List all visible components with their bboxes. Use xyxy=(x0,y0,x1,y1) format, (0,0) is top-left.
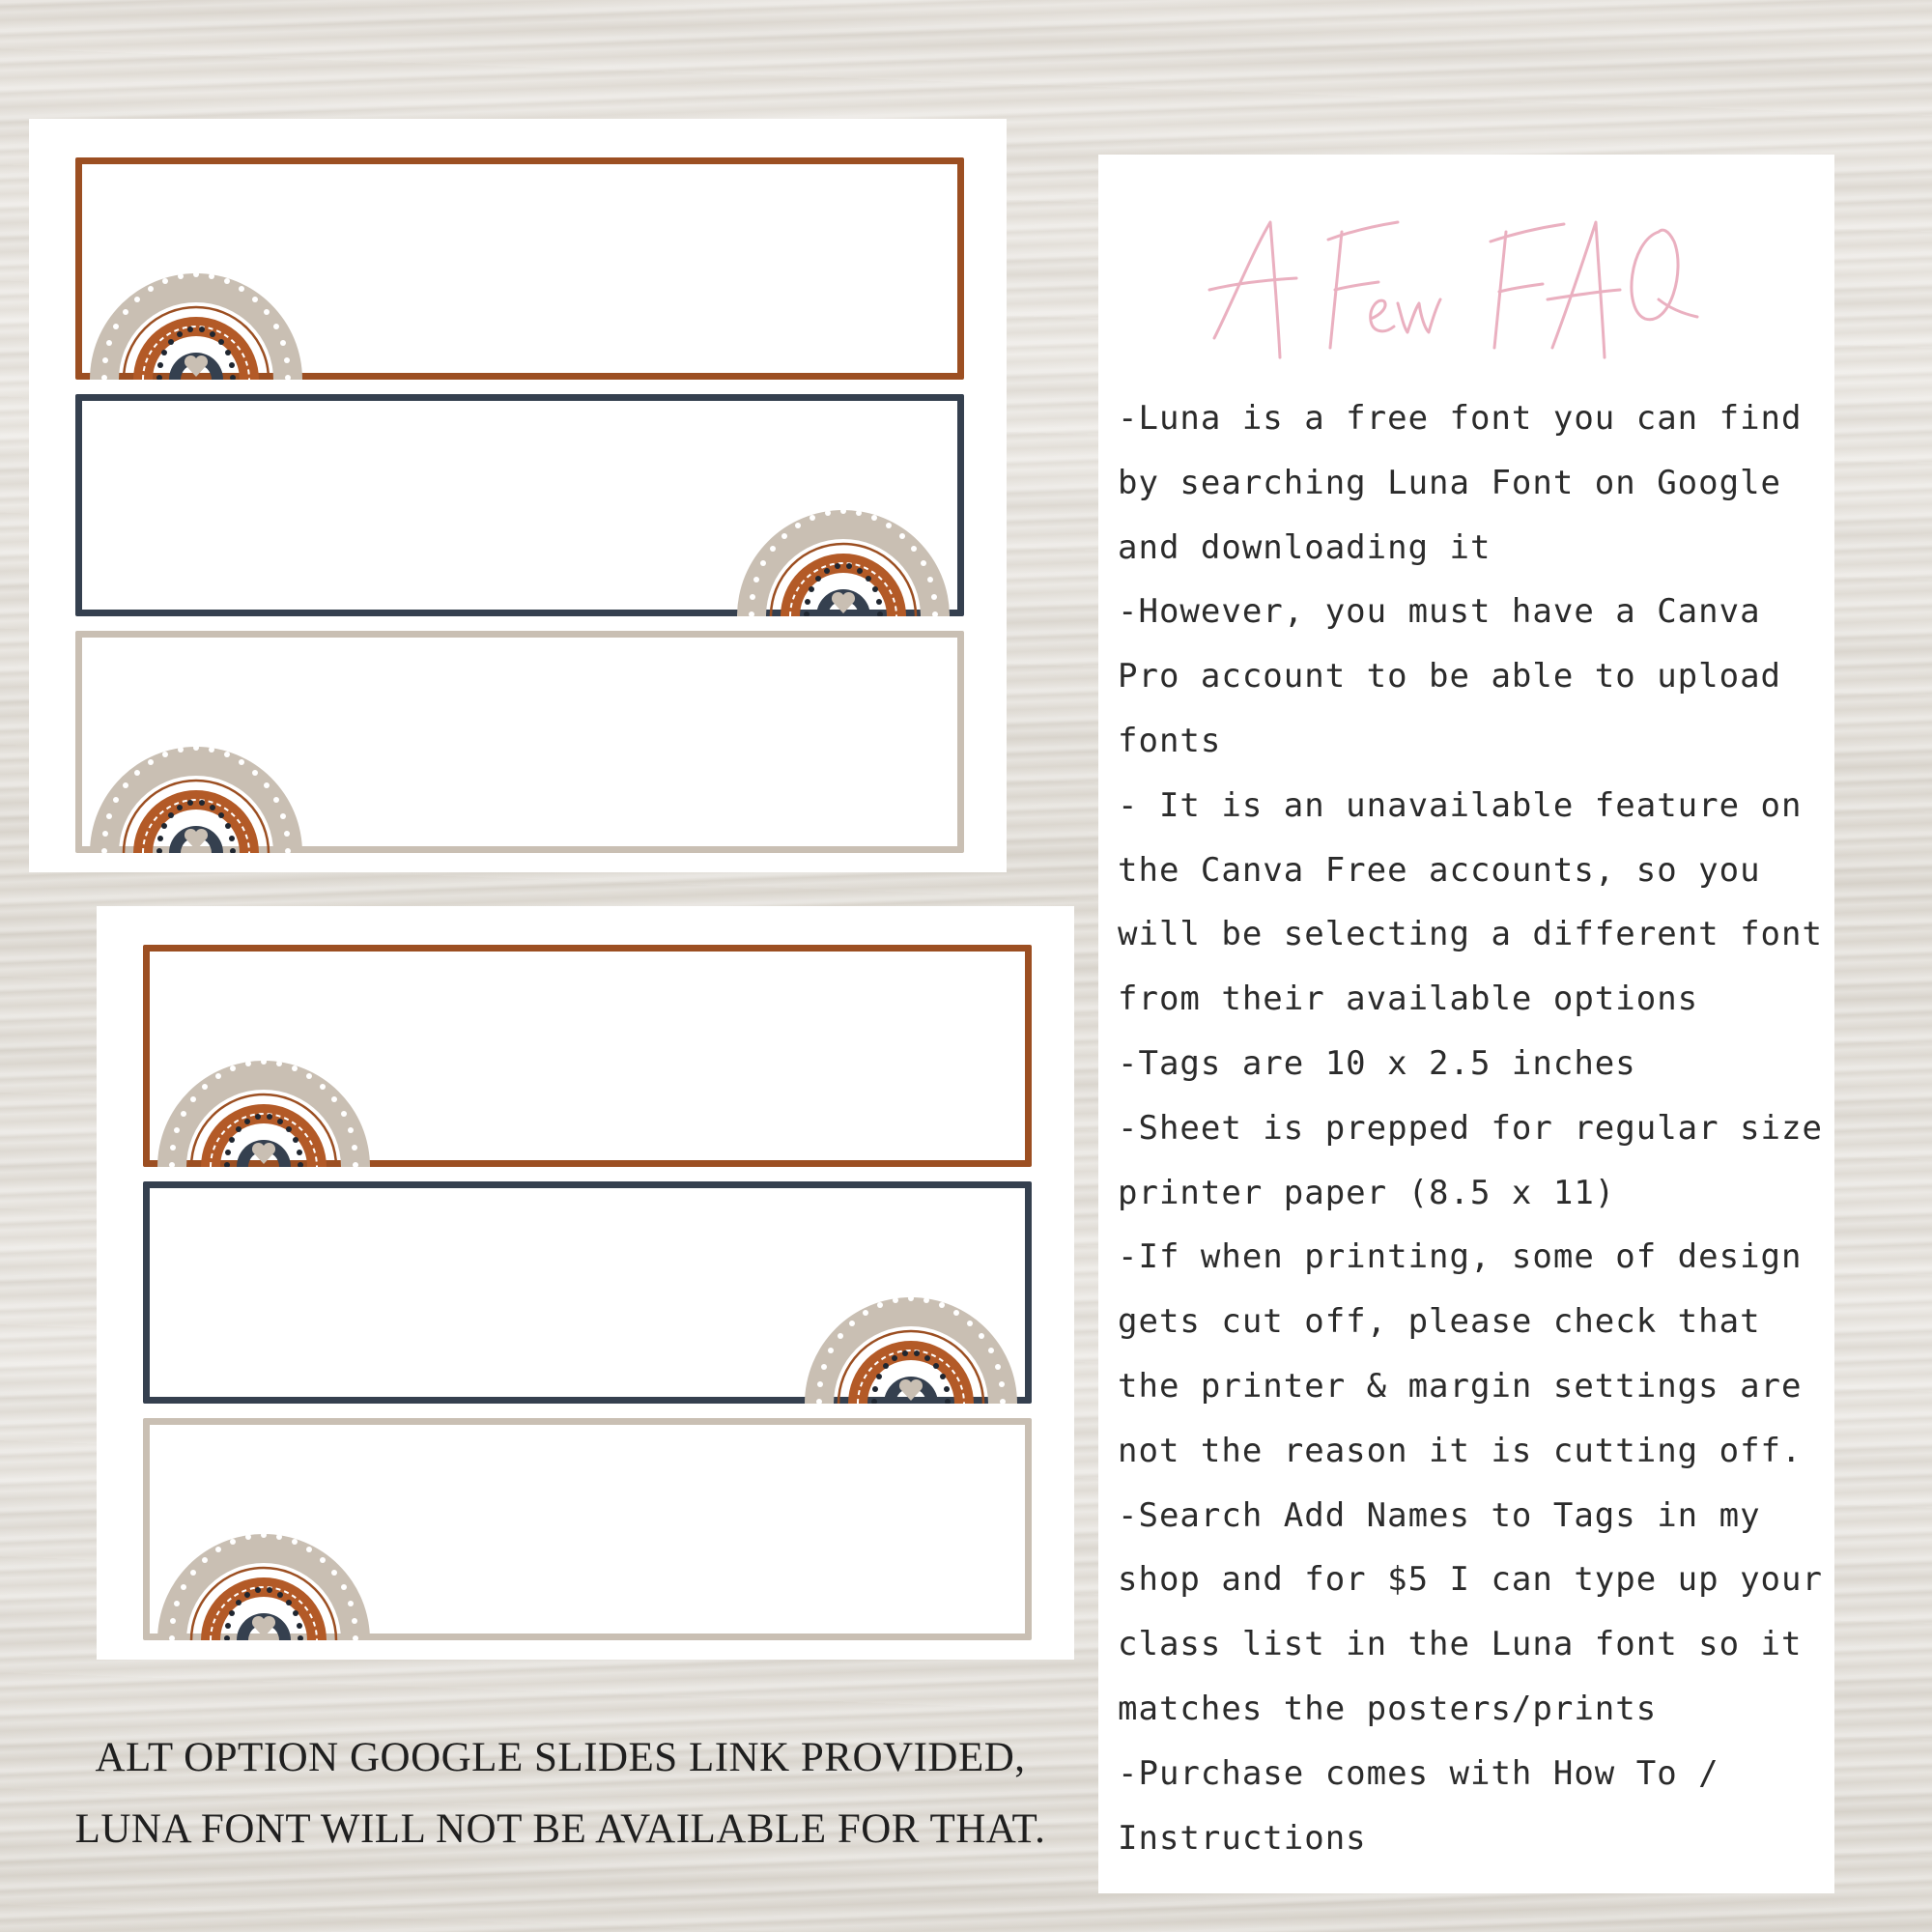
name-tag-brown xyxy=(75,157,964,380)
faq-list xyxy=(1118,386,1844,1870)
faq-item: -Purchase comes with How To / Instructions xyxy=(1118,1753,1741,1858)
alt-note-line-2: LUNA FONT WILL NOT BE AVAILABLE FOR THAT. xyxy=(74,1806,1046,1852)
alt-option-note xyxy=(29,1722,1092,1865)
alt-note-line-1: ALT OPTION GOOGLE SLIDES LINK PROVIDED, xyxy=(95,1735,1026,1780)
rainbow-icon xyxy=(732,462,954,616)
faq-item: -Tags are 10 x 2.5 inches xyxy=(1118,1043,1636,1083)
name-tag-tan xyxy=(75,631,964,853)
faq-item: -If when printing, some of design gets cut off, please check that the printer & margin settings are not the reason it is cutting off. xyxy=(1118,1237,1823,1470)
rainbow-icon xyxy=(85,225,307,380)
faq-panel xyxy=(1098,155,1844,1893)
name-tag-navy xyxy=(75,394,964,616)
rainbow-icon xyxy=(85,698,307,853)
faq-item: -Luna is a free font you can find by searching Luna Font on Google and downloading it xyxy=(1118,399,1823,567)
name-tag-tan xyxy=(143,1418,1032,1640)
rainbow-icon xyxy=(153,1012,375,1167)
name-tag-brown xyxy=(143,945,1032,1167)
name-tag-navy xyxy=(143,1181,1032,1404)
tag-sheet-preview-2 xyxy=(97,906,1074,1660)
rainbow-icon xyxy=(800,1249,1022,1404)
tag-sheet-preview-1 xyxy=(29,119,1007,872)
faq-item: -Sheet is prepped for regular size printer paper (8.5 x 11) xyxy=(1118,1108,1844,1212)
faq-item: - It is an unavailable feature on the Canva Free accounts, so you will be selecting a different font from their available options xyxy=(1118,785,1844,1019)
faq-item: -However, you must have a Canva Pro account to be able to upload fonts xyxy=(1118,592,1803,760)
rainbow-icon xyxy=(153,1486,375,1640)
faq-title-script xyxy=(1205,203,1707,386)
faq-item: -Search Add Names to Tags in my shop and for $5 I can type up your class list in the Luna font so it matches the posters/prints xyxy=(1118,1495,1844,1728)
